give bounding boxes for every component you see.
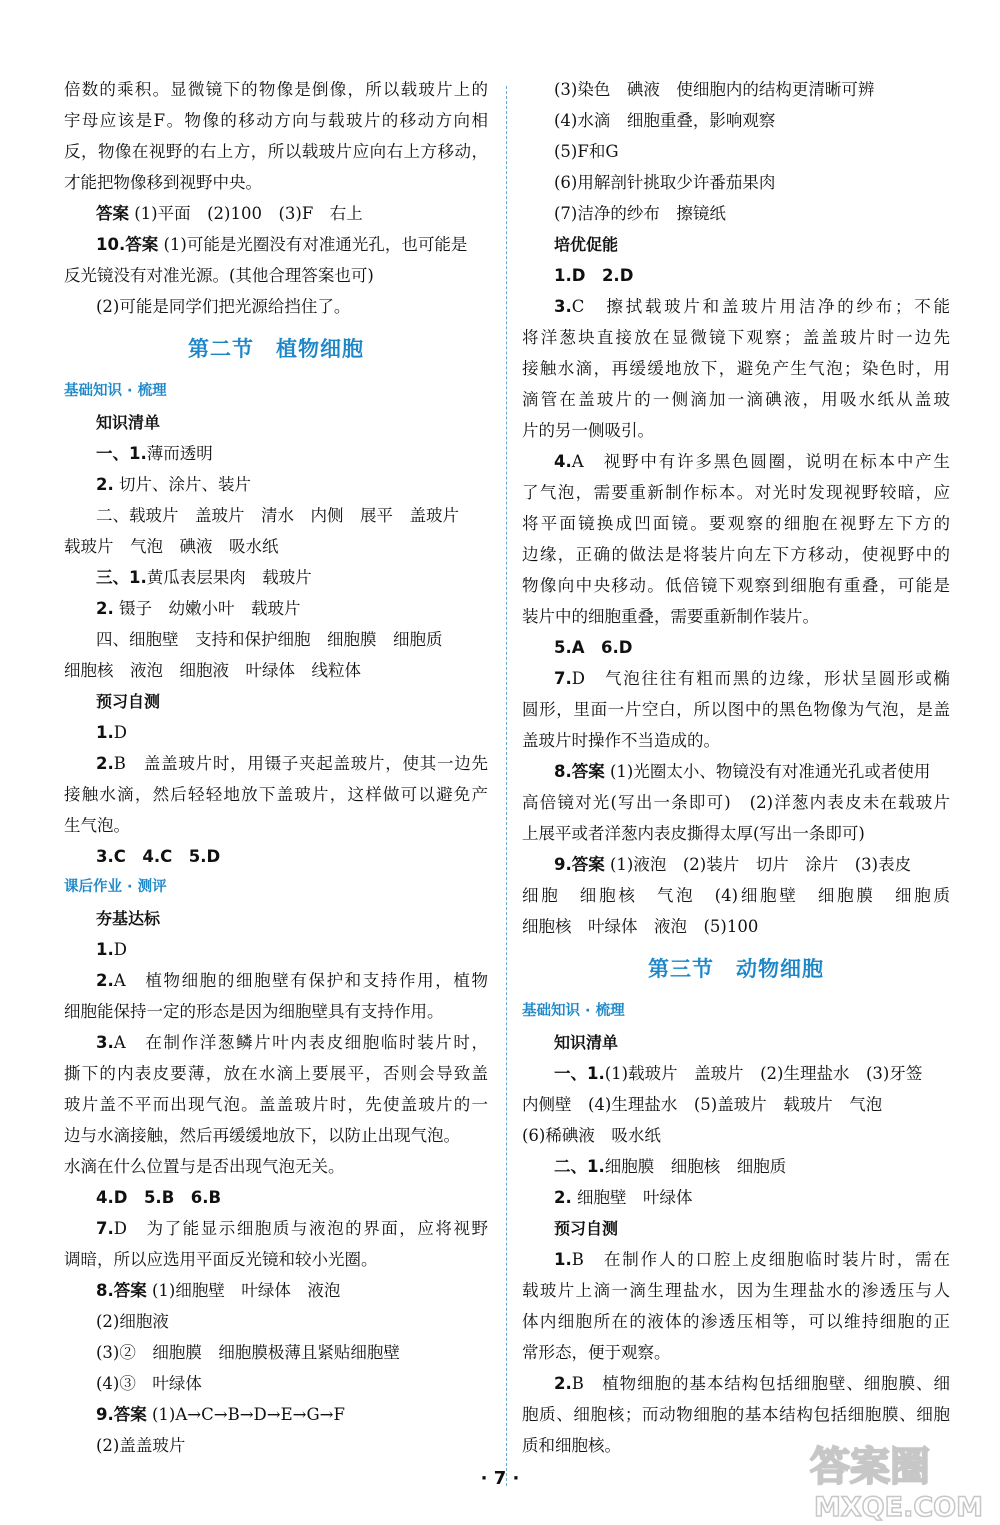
- watermark-line1: 答案圈: [810, 1444, 930, 1490]
- answer-line: 4.D 5.B 6.B: [96, 1188, 222, 1207]
- text-line: 滴管在盖玻片的一侧滴加一滴碘液，用吸水纸从盖玻: [522, 390, 950, 409]
- question-line: [64, 934, 488, 965]
- answer-text: (1)光圈太小、物镜没有对准通光孔或者使用: [610, 762, 931, 781]
- item-text: 镊子 幼嫩小叶 载玻片: [119, 599, 301, 618]
- list-item: 内侧壁 (4)生理盐水 (5)盖玻片 载玻片 气泡: [522, 1095, 883, 1114]
- question-number: 2.: [96, 971, 114, 990]
- question-number: 9.: [96, 1405, 114, 1424]
- answer-line: 1.D 2.D: [554, 266, 634, 285]
- list-item: [64, 469, 488, 500]
- item-text: (1)载玻片 盖玻片 (2)生理盐水 (3)牙签: [604, 1064, 923, 1083]
- text-line: 反光镜没有对准光源。(其他合理答案也可): [64, 266, 374, 285]
- text-line: 调暗，所以应选用平面反光镜和较小光圈。: [64, 1250, 378, 1269]
- text-line: 圆形，里面一片空白，所以图中的黑色物像为气泡，是盖: [522, 700, 950, 719]
- list-item: [522, 1058, 950, 1089]
- subheading: 夯基达标: [96, 909, 161, 928]
- question-number: 9.: [554, 855, 572, 874]
- text-line: (3)染色 碘液 使细胞内的结构更清晰可辨: [554, 80, 875, 99]
- question-number: 1.: [96, 723, 114, 742]
- question-line: [522, 1244, 950, 1275]
- answer-text: B 植物细胞的基本结构包括细胞壁、细胞膜、细: [571, 1374, 950, 1393]
- answer-label: 答案: [571, 855, 605, 874]
- answer-text: D 为了能显示细胞质与液泡的界面，应将视野: [113, 1219, 488, 1238]
- text-line: 将洋葱块直接放在显微镜下观察；盖盖玻片时一边先: [522, 328, 950, 347]
- text-line: 质和细胞核。: [522, 1436, 621, 1455]
- question-number: 1.: [96, 940, 114, 959]
- text-line: 才能把物像移到视野中央。: [64, 173, 262, 192]
- question-number: 8.: [554, 762, 572, 781]
- list-item: 载玻片 气泡 碘液 吸水纸: [64, 537, 279, 556]
- question-number: 8.: [96, 1281, 114, 1300]
- question-line: [64, 1213, 488, 1244]
- answer-label: 答案: [113, 1405, 147, 1424]
- column-divider: [506, 86, 507, 1486]
- text-line: 接触水滴，然后轻轻地放下盖玻片，这样做可以避免产: [64, 785, 488, 804]
- answer-text: A 视野中有许多黑色圆圈，说明在标本中产生: [571, 452, 950, 471]
- text-line: 细胞 细胞核 气泡 (4)细胞壁 细胞膜 细胞质: [522, 886, 950, 905]
- text-line: 将平面镜换成凹面镜。要观察的细胞在视野左下方的: [522, 514, 950, 533]
- item-number: 二、1.: [554, 1157, 605, 1176]
- text-line: (3)② 细胞膜 细胞膜极薄且紧贴细胞壁: [96, 1343, 400, 1362]
- left-column: [64, 74, 488, 1461]
- text-line: (2)细胞液: [96, 1312, 169, 1331]
- item-text: 薄而透明: [146, 444, 213, 463]
- answer-line: [64, 198, 488, 229]
- list-item: [64, 593, 488, 624]
- watermark-logo: [806, 1436, 992, 1522]
- text-line: 胞质、细胞核；而动物细胞的基本结构包括细胞膜、细胞: [522, 1405, 950, 1424]
- answer-text: B 盖盖玻片时，用镊子夹起盖玻片，使其一边先: [113, 754, 488, 773]
- question-line: [64, 229, 488, 260]
- answer-text: B 在制作人的口腔上皮细胞临时装片时，需在: [571, 1250, 950, 1269]
- text-line: 倍数的乘积。显微镜下的物像是倒像，所以载玻片上的: [64, 80, 488, 99]
- text-line: 了气泡，需要重新制作标本。对光时发现视野较暗，应: [522, 483, 950, 502]
- answer-text: D: [113, 940, 127, 959]
- list-item: (6)稀碘液 吸水纸: [522, 1126, 661, 1145]
- text-line: (5)F和G: [554, 142, 619, 161]
- answer-text: A 植物细胞的细胞壁有保护和支持作用，植物: [113, 971, 488, 990]
- answer-text: (1)液泡 (2)装片 切片 涂片 (3)表皮: [610, 855, 912, 874]
- answer-label: 答案: [113, 1281, 147, 1300]
- question-line: [64, 1275, 488, 1306]
- answer-label: 答案: [96, 204, 129, 223]
- list-item: [64, 562, 488, 593]
- question-line: [64, 1399, 488, 1430]
- question-number: 7.: [554, 669, 572, 688]
- item-text: 切片、涂片、装片: [119, 475, 251, 494]
- answer-text: D 气泡往往有粗而黑的边缘，形状呈圆形或椭: [571, 669, 950, 688]
- question-line: [522, 446, 950, 477]
- text-line: (4)③ 叶绿体: [96, 1374, 202, 1393]
- text-line: 装片中的细胞重叠，需要重新制作装片。: [522, 607, 819, 626]
- section-title: [64, 322, 488, 376]
- section-title: [522, 942, 950, 996]
- text-line: 上展平或者洋葱内表皮撕得太厚(写出一条即可): [522, 824, 865, 843]
- text-line: 反，物像在视野的右上方，所以载玻片应向右上方移动，: [64, 142, 488, 161]
- answer-text: (1)平面 (2)100 (3)F 右上: [134, 204, 363, 223]
- item-number: 2.: [554, 1188, 572, 1207]
- answer-line: 5.A 6.D: [554, 638, 633, 657]
- question-line: [522, 849, 950, 880]
- section-number: 第二节: [188, 337, 254, 361]
- list-item: 四、细胞壁 支持和保护细胞 细胞膜 细胞质: [96, 630, 443, 649]
- text-line: (2)盖盖玻片: [96, 1436, 186, 1455]
- watermark-line2: MXQE.COM: [814, 1492, 983, 1522]
- text-line: 盖玻片时操作不当造成的。: [522, 731, 720, 750]
- item-number: 2.: [96, 599, 114, 618]
- text-line: 片的另一侧吸引。: [522, 421, 654, 440]
- answer-text: (1)A→C→B→D→E→G→F: [152, 1405, 345, 1424]
- item-number: 一、1.: [96, 444, 147, 463]
- question-number: 2.: [554, 1374, 572, 1393]
- answer-text: (1)细胞壁 叶绿体 液泡: [152, 1281, 341, 1300]
- item-number: 一、1.: [554, 1064, 605, 1083]
- text-line: 体内细胞所在的液体的渗透压相等，可以维持细胞的正: [522, 1312, 950, 1331]
- right-column: [522, 74, 950, 1461]
- list-item: 细胞核 液泡 细胞液 叶绿体 线粒体: [64, 661, 361, 680]
- item-text: 细胞壁 叶绿体: [577, 1188, 693, 1207]
- answer-label: 答案: [125, 235, 159, 254]
- text-line: 常形态，便于观察。: [522, 1343, 671, 1362]
- question-line: [522, 663, 950, 694]
- section-name: 植物细胞: [276, 337, 364, 361]
- category-tag: 课后作业 · 测评: [64, 879, 167, 895]
- answer-text: D: [113, 723, 127, 742]
- question-line: [64, 717, 488, 748]
- answer-text: A 在制作洋葱鳞片叶内表皮细胞临时装片时，: [113, 1033, 488, 1052]
- question-number: 1.: [554, 1250, 572, 1269]
- subheading: 知识清单: [554, 1033, 619, 1052]
- text-line: 边与水滴接触，然后再缓缓地放下，以防止出现气泡。: [64, 1126, 460, 1145]
- item-number: 三、1.: [96, 568, 147, 587]
- answer-text: C 擦拭载玻片和盖玻片用洁净的纱布；不能: [571, 297, 950, 316]
- answer-label: 答案: [571, 762, 605, 781]
- list-item: [64, 438, 488, 469]
- subheading: 培优促能: [554, 235, 619, 254]
- question-line: [522, 756, 950, 787]
- question-number: 4.: [554, 452, 572, 471]
- text-line: 细胞核 叶绿体 液泡 (5)100: [522, 917, 759, 936]
- text-line: 边缘，正确的做法是将装片向左下方移动，使视野中的: [522, 545, 950, 564]
- answer-text: (1)可能是光圈没有对准通光孔，也可能是: [163, 235, 468, 254]
- text-line: (7)洁净的纱布 擦镜纸: [554, 204, 726, 223]
- question-number: 10.: [96, 235, 126, 254]
- list-item: 二、载玻片 盖玻片 清水 内侧 展平 盖玻片: [96, 506, 459, 525]
- item-text: 黄瓜表层果肉 载玻片: [146, 568, 312, 587]
- text-line: 生气泡。: [64, 816, 130, 835]
- subheading: 预习自测: [554, 1219, 619, 1238]
- question-number: 3.: [554, 297, 572, 316]
- category-tag: 基础知识 · 梳理: [522, 1003, 625, 1019]
- question-number: 2.: [96, 754, 114, 773]
- text-line: 细胞能保持一定的形态是因为细胞壁具有支持作用。: [64, 1002, 444, 1021]
- answer-line: 3.C 4.C 5.D: [96, 847, 221, 866]
- question-number: 3.: [96, 1033, 114, 1052]
- text-line: 接触水滴，再缓缓地放下，避免产生气泡；染色时，用: [522, 359, 950, 378]
- text-line: 宇母应该是F。物像的移动方向与载玻片的移动方向相: [64, 111, 488, 130]
- question-line: [64, 748, 488, 779]
- list-item: [522, 1182, 950, 1213]
- section-name: 动物细胞: [736, 957, 824, 981]
- text-line: 物像向中央移动。低倍镜下观察到细胞有重叠，可能是: [522, 576, 950, 595]
- text-line: 水滴在什么位置与是否出现气泡无关。: [64, 1157, 345, 1176]
- text-line: (2)可能是同学们把光源给挡住了。: [96, 297, 351, 316]
- text-line: (4)水滴 细胞重叠，影响观察: [554, 111, 776, 130]
- item-number: 2.: [96, 475, 114, 494]
- page-number: · 7 ·: [480, 1468, 520, 1489]
- question-number: 7.: [96, 1219, 114, 1238]
- item-text: 细胞膜 细胞核 细胞质: [604, 1157, 787, 1176]
- text-line: 撕下的内表皮要薄，放在水滴上要展平，否则会导致盖: [64, 1064, 488, 1083]
- subheading: 预习自测: [96, 692, 161, 711]
- question-line: [64, 965, 488, 996]
- text-line: 载玻片上滴一滴生理盐水，因为生理盐水的渗透压与人: [522, 1281, 950, 1300]
- question-line: [522, 291, 950, 322]
- text-line: 高倍镜对光(写出一条即可) (2)洋葱内表皮未在载玻片: [522, 793, 950, 812]
- section-number: 第三节: [648, 957, 714, 981]
- question-line: [522, 1368, 950, 1399]
- text-line: 玻片盖不平而出现气泡。盖盖玻片时，先使盖玻片的一: [64, 1095, 488, 1114]
- category-tag: 基础知识 · 梳理: [64, 383, 167, 399]
- subheading: 知识清单: [96, 413, 161, 432]
- list-item: [522, 1151, 950, 1182]
- question-line: [64, 1027, 488, 1058]
- text-line: (6)用解剖针挑取少许番茄果肉: [554, 173, 776, 192]
